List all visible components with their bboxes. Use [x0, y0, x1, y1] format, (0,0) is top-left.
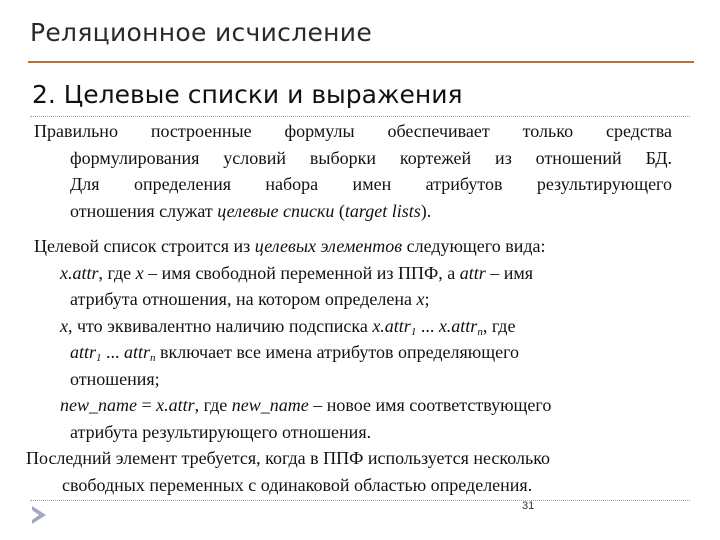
text-fragment: ).	[420, 200, 432, 221]
term-italic: attr	[70, 342, 97, 362]
paragraph-last-element	[0, 445, 720, 498]
term-italic: целевых элементов	[254, 236, 403, 256]
text-fragment: , где	[194, 395, 232, 415]
triangle-right-icon-inner	[32, 510, 39, 520]
slide-header-title: Реляционное исчисление	[30, 18, 373, 47]
term-italic: attr	[459, 262, 486, 283]
subscript: n	[150, 352, 156, 364]
footer-dotted-divider	[30, 500, 690, 501]
text-fragment: атрибута отношения, на котором определена	[70, 289, 417, 309]
text-fragment: – имя	[485, 262, 534, 283]
text-fragment: , где	[98, 262, 136, 283]
subscript: n	[477, 325, 483, 338]
term-italic: x	[416, 289, 425, 309]
text-fragment: – новое имя соответствующего	[308, 395, 552, 415]
term-italic: x.attr	[438, 315, 478, 336]
term-italic: target lists	[344, 200, 421, 221]
subscript: 1	[410, 325, 417, 338]
subscript: 1	[96, 352, 102, 364]
term-italic: attr	[124, 342, 151, 362]
text-fragment: =	[136, 395, 157, 415]
text-line: формулирования условий выборки кортежей из отношений БД.	[70, 147, 672, 168]
paragraph-target-list	[0, 233, 720, 445]
term-italic: new_name	[60, 395, 137, 415]
list-item-line	[0, 260, 720, 287]
text-line: отношения;	[70, 368, 160, 389]
title-dotted-divider	[30, 116, 690, 117]
text-line	[0, 233, 720, 260]
text-line: атрибута результирующего отношения.	[70, 421, 372, 442]
term-italic: x.attr	[372, 315, 411, 336]
term-italic: x.attr	[156, 395, 195, 415]
text-fragment: Целевой список строится из	[34, 236, 255, 256]
term-italic: x	[60, 315, 68, 336]
paragraph-wff	[0, 118, 720, 224]
text-fragment: , где	[482, 315, 516, 336]
text-line: Последний элемент требуется, когда в ППФ используется несколько	[26, 448, 551, 468]
text-fragment: следующего вида:	[402, 236, 546, 256]
text-fragment: – имя свободной переменной из ППФ, а	[143, 262, 460, 283]
text-line	[0, 198, 672, 225]
text-line: Для определения набора имен атрибутов результирующего	[70, 174, 672, 194]
term-italic: x	[135, 262, 144, 283]
slide-body	[0, 118, 720, 498]
text-line	[0, 286, 720, 313]
text-line: свободных переменных с одинаковой областью определения.	[62, 474, 533, 495]
text-fragment: включает все имена атрибутов определяющего	[155, 342, 520, 362]
text-fragment: ...	[416, 315, 439, 336]
list-item-line	[0, 313, 720, 340]
text-fragment: ;	[424, 289, 430, 309]
page-number: 31	[522, 500, 535, 512]
text-fragment: (	[334, 200, 345, 221]
section-title: 2. Целевые списки и выражения	[32, 80, 463, 109]
text-line	[0, 339, 720, 366]
term-italic: new_name	[231, 395, 309, 415]
text-fragment: , что эквивалентно наличию подсписка	[68, 315, 373, 336]
text-fragment: отношения служат	[70, 200, 218, 221]
list-item-line	[0, 392, 720, 419]
text-fragment: ...	[101, 342, 125, 362]
text-line: Правильно построенные формулы обеспечивает только средства	[34, 121, 672, 141]
term-italic: x.attr	[60, 262, 99, 283]
header-divider	[28, 61, 694, 63]
term-italic: целевые списки	[217, 200, 335, 221]
